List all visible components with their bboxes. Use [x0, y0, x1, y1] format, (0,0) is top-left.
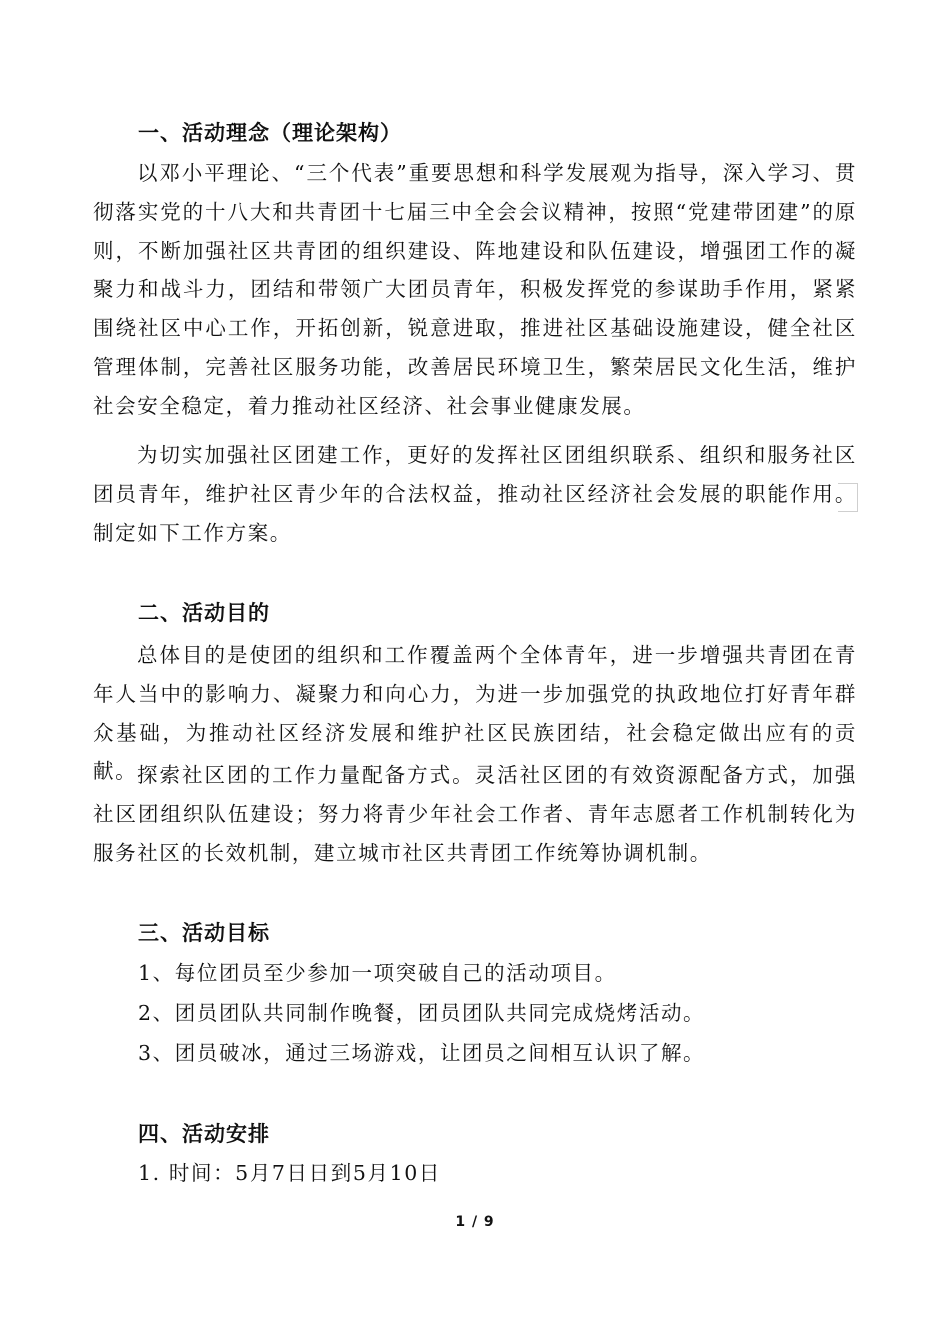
section-2-heading: 二、活动目的	[138, 601, 270, 625]
schedule-list-item: 1. 时间：5月7日日到5月10日	[138, 1161, 441, 1185]
text-selection-marker	[838, 483, 858, 512]
section-2-paragraph-2: 探索社区团的工作力量配备方式。灵活社区团的有效资源配备方式，加强社区团组织队伍建设；努力将青少年社会工作者、青年志愿者工作机制转化为服务社区的长效机制，建立城市社区共青团工作统筹协调机制。	[93, 763, 857, 865]
goal-list-item: 1、每位团员至少参加一项突破自己的活动项目。	[138, 961, 617, 985]
section-1-paragraph-2: 为切实加强社区团建工作，更好的发挥社区团组织联系、组织和服务社区团员青年，维护社区青少年的合法权益，推动社区经济社会发展的职能作用。制定如下工作方案。	[93, 443, 857, 545]
section-2-paragraph-1: 总体目的是使团的组织和工作覆盖两个全体青年，进一步增强共青团在青年人当中的影响力、凝聚力和向心力，为进一步加强党的执政地位打好青年群众基础，为推动社区经济发展和维护社区民族团结，社会稳定做出应有的贡献。	[93, 643, 857, 784]
section-1-heading: 一、活动理念（理论架构）	[138, 121, 402, 145]
goal-list-item: 3、团员破冰，通过三场游戏，让团员之间相互认识了解。	[138, 1041, 706, 1065]
section-1-paragraph-1: 以邓小平理论、“三个代表”重要思想和科学发展观为指导，深入学习、贯彻落实党的十八大和共青团十七届三中全会会议精神，按照“党建带团建”的原则，不断加强社区共青团的组织建设、阵地建设和队伍建设，增强团工作的凝聚力和战斗力，团结和带领广大团员青年，积极发挥党的参谋助手作用，紧紧围绕社区中心工作，开拓创新，锐意进取，推进社区基础设施建设，健全社区管理体制，完善社区服务功能，改善居民环境卫生，繁荣居民文化生活，维护社会安全稳定，着力推动社区经济、社会事业健康发展。	[93, 161, 857, 418]
page-number: 1 / 9	[455, 1214, 495, 1230]
goal-list-item: 2、团员团队共同制作晚餐，团员团队共同完成烧烤活动。	[138, 1001, 706, 1025]
section-3-heading: 三、活动目标	[138, 921, 270, 945]
section-4-heading: 四、活动安排	[138, 1122, 270, 1146]
